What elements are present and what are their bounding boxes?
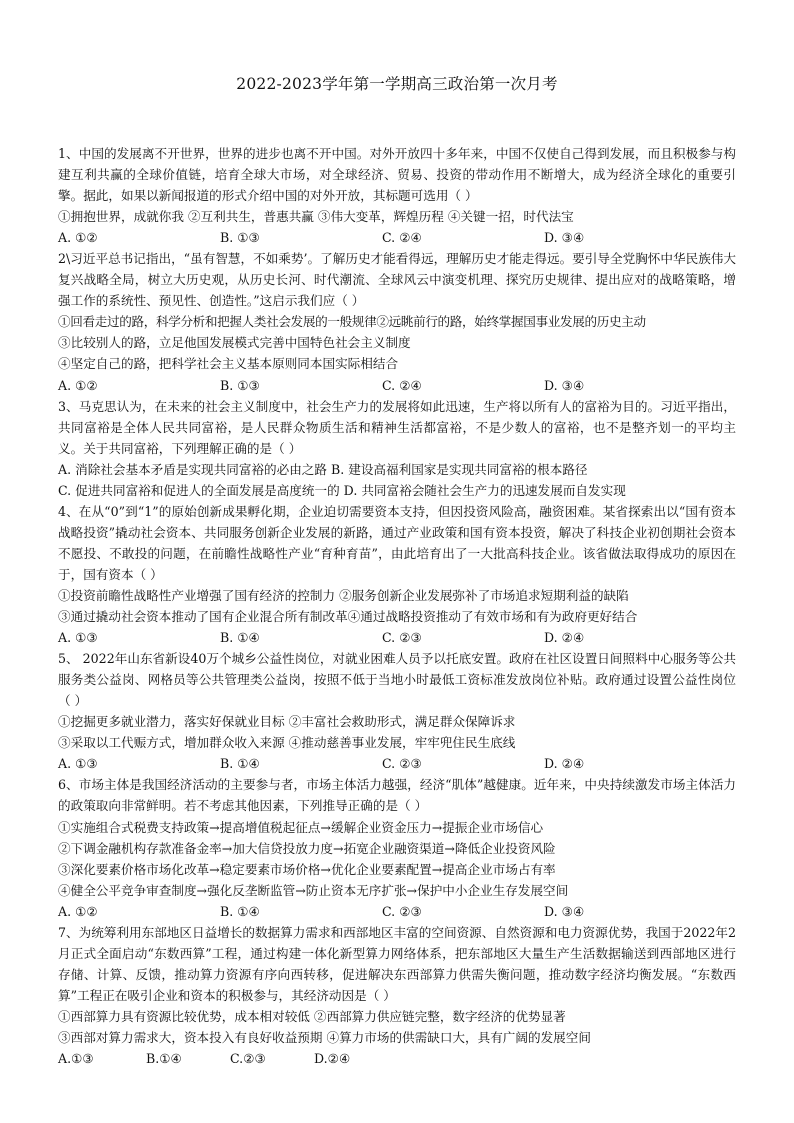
- question-3: [58, 396, 736, 501]
- question-item: ①西部算力具有资源比较优势，成本相对较低 ②西部算力供应链完整，数字经济的优势显著: [58, 1008, 566, 1024]
- question-stem: 7、为统筹利用东部地区日益增长的数据算力需求和西部地区丰富的空间资源、自然资源和电力资源优势，我国于2022年2月正式全面启动“东数西算”工程，通过构建一体化新型算力网络体系，把东部地区大量生产生活数据输送到西部地区进行存储、计算、反馈，推动算力资源有序向西转移，促进解决东西部算力供需失衡问题，推动数字经济均衡发展。“东数西算”工程正在吸引企业和资本的积极参与，其经济动因是（ ）: [58, 924, 736, 1003]
- answer-options: [58, 901, 736, 922]
- answer-options: [58, 627, 736, 648]
- question-stem: 1、中国的发展离不开世界，世界的进步也离不开中国。对外开放四十多年来，中国不仅使自己得到发展，而且积极参与构建互利共赢的全球价值链，培育全球大市场，对全球经济、贸易、投资的带动作用不断增大，成为经济全球化的重要引擎。据此，如果以新闻报道的形式介绍中国的对外开放，其标题可选用（ ）: [58, 146, 736, 204]
- option-row[interactable]: A. 消除社会基本矛盾是实现共同富裕的必由之路 B. 建设高福利国家是实现共同富裕的根本路径: [58, 461, 588, 477]
- question-5: [58, 648, 736, 774]
- option-d[interactable]: D. ③④: [544, 230, 585, 246]
- question-stem: 5、 2022年山东省新设40万个城乡公益性岗位，对就业困难人员予以托底安置。政府在社区设置日间照料中心服务等公共服务类公益岗、网格员等公共管理类公益岗，按照不低于当地小时最低工资标准发放岗位补贴。政府通过设置公益性岗位（ ）: [58, 651, 736, 709]
- option-a[interactable]: A. ①②: [58, 903, 98, 919]
- answer-options: [58, 227, 736, 248]
- option-b[interactable]: B. ①③: [220, 377, 260, 393]
- option-c[interactable]: C. ②③: [382, 630, 422, 646]
- question-1: [58, 143, 736, 248]
- option-b[interactable]: B. ①④: [220, 903, 260, 919]
- option-b[interactable]: B. ①④: [220, 756, 260, 772]
- option-row[interactable]: C. 促进共同富裕和促进人的全面发展是高度统一的 D. 共同富裕会随社会生产力的迅速发展而自发实现: [58, 482, 626, 498]
- option-c[interactable]: C. ②③: [382, 903, 422, 919]
- question-2: [58, 248, 736, 395]
- question-item: ①回看走过的路，科学分析和把握人类社会发展的一般规律②远眺前行的路，始终掌握国事业发展的历史主动: [58, 314, 646, 330]
- option-c[interactable]: C. ②④: [382, 230, 422, 246]
- option-a[interactable]: A.①③: [58, 1051, 94, 1067]
- answer-options: [58, 753, 736, 774]
- question-item: ④健全公平竞争审查制度→强化反垄断监管→防止资本无序扩张→保护中小企业生存发展空间: [58, 882, 569, 898]
- option-d[interactable]: D. ③④: [544, 377, 585, 393]
- question-list: [58, 143, 736, 1069]
- question-item: ④坚定自己的路，把科学社会主义基本原则同本国实际相结合: [58, 356, 399, 372]
- option-b[interactable]: B. ①④: [220, 630, 260, 646]
- question-6: [58, 774, 736, 921]
- option-d[interactable]: D. ②④: [544, 630, 585, 646]
- question-stem: 2\习近平总书记指出，“虽有智慧，不如乘势’。了解历史才能看得远，理解历史才能走得远。要引导全党胸怀中华民族伟大复兴战略全局，树立大历史观，从历史长河、时代潮流、全球风云中演变机理、探究历史规律、提出应对的战略策略，增强工作的系统性、预见性、创造性。”这启示我们应（ ）: [58, 251, 736, 309]
- question-item: ①实施组合式税费支持政策→提高增值税起征点→缓解企业资金压力→提振企业市场信心: [58, 819, 544, 835]
- option-b[interactable]: B.①④: [146, 1051, 182, 1067]
- question-item: ①挖掘更多就业潜力，落实好保就业目标 ②丰富社会救助形式，满足群众保障诉求: [58, 714, 516, 730]
- question-item: ③西部对算力需求大，资本投入有良好收益预期 ④算力市场的供需缺口大，具有广阔的发展空间: [58, 1029, 591, 1045]
- option-d[interactable]: D.②④: [314, 1051, 351, 1067]
- page-title: 2022-2023学年第一学期高三政治第一次月考: [236, 75, 558, 93]
- option-b[interactable]: B. ①③: [220, 230, 260, 246]
- question-item: ③深化要素价格市场化改革→稳定要素市场价格→优化企业要素配置→提高企业市场占有率: [58, 861, 556, 877]
- answer-options: [58, 375, 736, 396]
- question-item: ③比较别人的路，立足他国发展模式完善中国特色社会主义制度: [58, 335, 411, 351]
- question-7: [58, 922, 736, 1069]
- question-stem: 4、在从“0”到“1”的原始创新成果孵化期，企业迫切需要资本支持，但因投资风险高，融资困难。某省探索出以“国有资本战略投资”撬动社会资本、共同服务创新企业发展的新路，通过产业政策和国有资本投资，解决了科技企业初创期社会资本不愿投、不敢投的问题，在前瞻性战略性产业“育种育苗”，由此培育出了一大批高科技企业。该省做法取得成功的原因在于，国有资本（ ）: [58, 503, 736, 582]
- option-d[interactable]: D. ③④: [544, 903, 585, 919]
- option-a[interactable]: A. ①③: [58, 630, 98, 646]
- option-c[interactable]: C. ②④: [382, 377, 422, 393]
- question-item: ②下调金融机构存款准备金率→加大信贷投放力度→拓宽企业融资渠道→降低企业投资风险: [58, 840, 556, 856]
- option-a[interactable]: A. ①③: [58, 756, 98, 772]
- answer-options: [58, 1048, 736, 1069]
- question-4: [58, 501, 736, 648]
- question-stem: 3、马克思认为，在未来的社会主义制度中，社会生产力的发展将如此迅速，生产将以所有人的富裕为目的。习近平指出，共同富裕是全体人民共同富裕，是人民群众物质生活和精神生活都富裕，不是少数人的富裕，也不是整齐划一的平均主义。关于共同富裕，下列理解正确的是（ ）: [58, 398, 736, 456]
- question-stem: 6、市场主体是我国经济活动的主要参与者，市场主体活力越强，经济“肌体”越健康。近年来，中央持续激发市场主体活力的政策取向非常鲜明。若不考虑其他因素，下列推导正确的是（ ）: [58, 777, 736, 814]
- option-c[interactable]: C.②③: [230, 1051, 266, 1067]
- question-item: ①拥抱世界，成就你我 ②互利共生，普惠共赢 ③伟大变革，辉煌历程 ④关键一招，时代法宝: [58, 209, 574, 225]
- option-c[interactable]: C. ②③: [382, 756, 422, 772]
- question-item: ③采取以工代赈方式，增加群众收入来源 ④推动慈善事业发展，牢牢兜住民生底线: [58, 735, 516, 751]
- question-item: ③通过撬动社会资本推动了国有企业混合所有制改革④通过战略投资推动了有效市场和有为政府更好结合: [58, 609, 638, 625]
- question-item: ①投资前瞻性战略性产业增强了国有经济的控制力 ②服务创新企业发展弥补了市场追求短期利益的缺陷: [58, 587, 629, 603]
- option-a[interactable]: A. ①②: [58, 377, 98, 393]
- option-d[interactable]: D. ②④: [544, 756, 585, 772]
- option-a[interactable]: A. ①②: [58, 230, 98, 246]
